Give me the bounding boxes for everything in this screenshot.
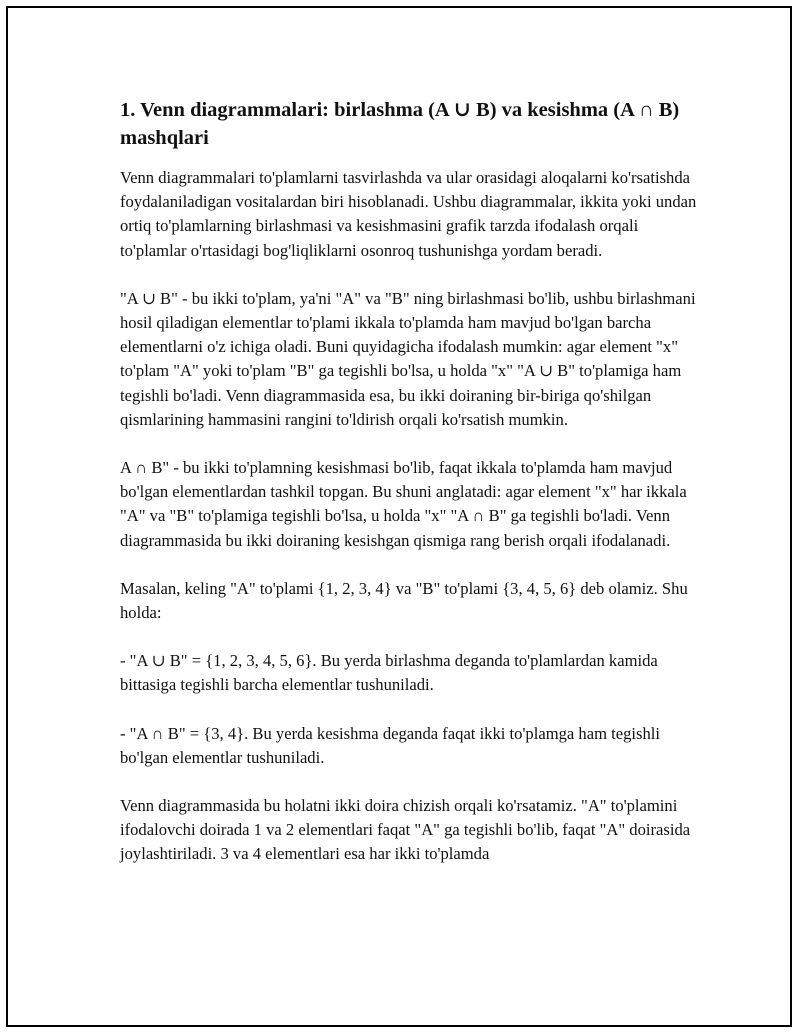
document-title: 1. Venn diagrammalari: birlashma (A ∪ B) va kesishma (A ∩ B) mashqlari [120,99,680,149]
paragraph-example: Masalan, keling "A" to'plami {1, 2, 3, 4} va "B" to'plami {3, 4, 5, 6} deb olamiz. Shu holda: [120,578,688,623]
paragraph-union: "A ∪ B" - bu ikki to'plam, ya'ni "A" va "B" ning birlashmasi bo'lib, ushbu birlashmani hosil qiladigan elementlar to'plami ikkala to'plamda ham mavjud bo'lgan barcha elementlarni o'z ichiga oladi. Buni quyidagicha ifodalash mumkin: agar element "x" to'plam "A" yoki to'plam "B" ga tegishli bo'lsa, u holda "x" "A ∪ B" to'plamiga ham tegishli bo'ladi. Venn diagrammasida esa, bu ikki doiraning bir-biriga qo'shilgan qismlarining hammasini rangini to'ldirish orqali ko'rsatish mumkin. [120,288,696,429]
paragraph-intro: Venn diagrammalari to'plamlarni tasvirlashda va ular orasidagi aloqalarni ko'rsatishda foydalaniladigan vositalardan biri hisoblanadi. Ushbu diagrammalar, ikkita yoki undan ortiq to'plamlarning birlashmasi va kesishmasini grafik tarzda ifodalash orqali to'plamlar o'rtasidagi bog'liqliklarni osonroq tushunishga yordam beradi. [120,168,697,260]
document-body [120,96,700,867]
paragraph-intersection: A ∩ B" - bu ikki to'plamning kesishmasi bo'lib, faqat ikkala to'plamda ham mavjud bo'lgan elementlardan tashkil topgan. Bu shuni anglatadi: agar element "x" har ikkala "A" va "B" to'plamiga tegishli bo'lsa, u holda "x" "A ∩ B" ga tegishli bo'ladi. Venn diagrammasida bu ikki doiraning kesishgan qismiga rang berish orqali ifodalanadi. [120,458,687,550]
paragraph-intersection-result: - "A ∩ B" = {3, 4}. Bu yerda kesishma deganda faqat ikki to'plamga ham tegishli bo'lgan elementlar tushuniladi. [120,723,660,767]
paragraph-diagram-explanation: Venn diagrammasida bu holatni ikki doira chizish orqali ko'rsatamiz. "A" to'plamini ifodalovchi doirada 1 va 2 elementlari faqat "A" ga tegishli bo'lib, faqat "A" doirasida joylashtiriladi. 3 va 4 elementlari esa har ikki to'plamda [120,796,691,864]
page-frame [6,6,792,1027]
paragraph-union-result: - "A ∪ B" = {1, 2, 3, 4, 5, 6}. Bu yerda birlashma deganda to'plamlardan kamida bittasiga tegishli barcha elementlar tushuniladi. [120,651,658,695]
